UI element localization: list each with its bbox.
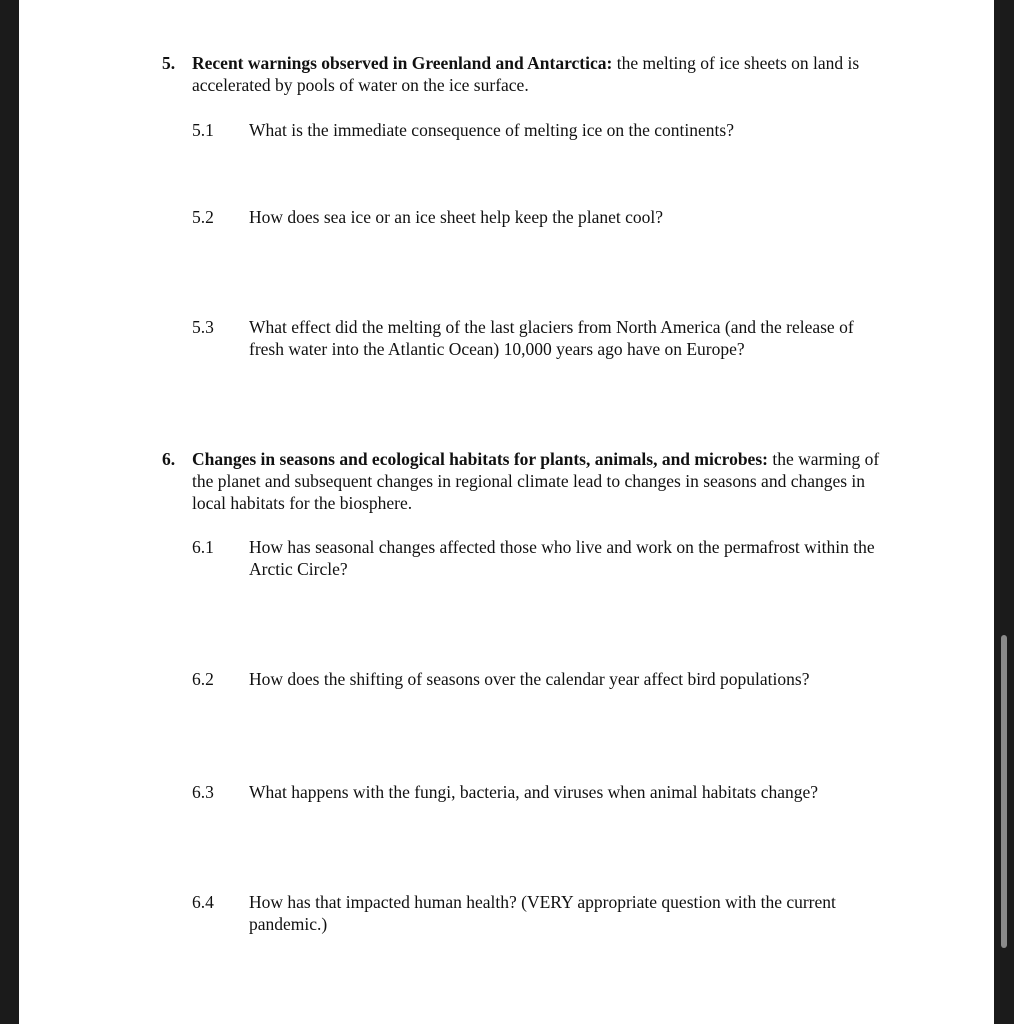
question-number: 5.2: [192, 207, 214, 227]
section-text: [192, 448, 882, 514]
section-title: Recent warnings observed in Greenland and Antarctica:: [192, 53, 613, 73]
question-5-1: [192, 119, 882, 141]
document-page: [19, 0, 994, 1024]
question-number: 5.1: [192, 120, 214, 140]
question-number: 6.2: [192, 669, 214, 689]
scrollbar-thumb[interactable]: [1001, 635, 1007, 948]
question-6-4: [192, 891, 882, 935]
section-5-heading: [162, 52, 882, 96]
question-6-2: [192, 668, 882, 690]
question-6-3: [192, 781, 882, 803]
question-number: 5.3: [192, 317, 214, 337]
section-number: 6.: [162, 449, 176, 469]
section-text: [192, 52, 882, 96]
question-text: What happens with the fungi, bacteria, and viruses when animal habitats change?: [249, 782, 819, 802]
section-number: 5.: [162, 53, 176, 73]
section-body: the melting of ice sheets on land is accelerated by pools of water on the ice surface.: [192, 53, 860, 95]
question-text: How has seasonal changes affected those who live and work on the permafrost within the Arctic Circle?: [249, 537, 875, 579]
question-text: What is the immediate consequence of melting ice on the continents?: [249, 120, 734, 140]
question-number: 6.1: [192, 537, 214, 557]
question-5-3: [192, 316, 882, 360]
vertical-scrollbar[interactable]: [994, 0, 1014, 1024]
question-5-2: [192, 206, 882, 228]
section-title: Changes in seasons and ecological habitats for plants, animals, and microbes:: [192, 449, 768, 469]
section-body: the warming of the planet and subsequent changes in regional climate lead to changes in seasons and changes in local habitats for the biosphere.: [192, 449, 880, 513]
question-text: How does sea ice or an ice sheet help keep the planet cool?: [249, 207, 663, 227]
question-text: How has that impacted human health? (VERY appropriate question with the current pandemic.): [249, 892, 836, 934]
section-6-heading: [162, 448, 882, 514]
document-content: [19, 0, 994, 1024]
question-text: How does the shifting of seasons over the calendar year affect bird populations?: [249, 669, 810, 689]
question-6-1: [192, 536, 882, 580]
question-number: 6.3: [192, 782, 214, 802]
question-number: 6.4: [192, 892, 214, 912]
question-text: What effect did the melting of the last glaciers from North America (and the release of fresh water into the Atlantic Ocean) 10,000 years ago have on Europe?: [249, 317, 854, 359]
